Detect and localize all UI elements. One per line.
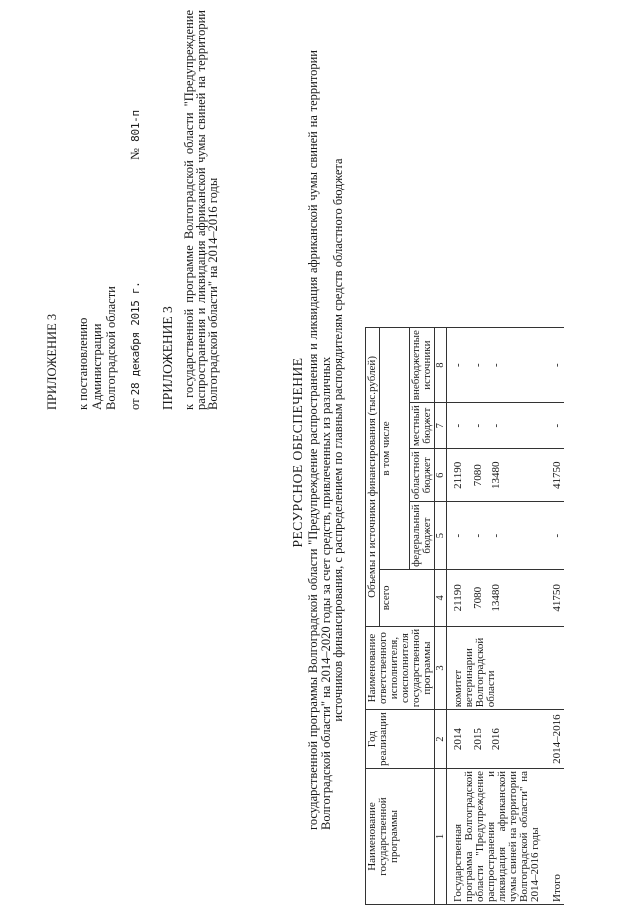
subtitle-main: государственной программы Волгоградской области "Предупреждение распространения и ликвидация африканской чумы свиней на территории Волгоградской области" на 2014–2020 годы за счет средств, привлеченных из различных	[306, 50, 333, 830]
total-row	[542, 328, 564, 905]
row-external: -	[472, 328, 490, 403]
col-number: 2	[435, 710, 447, 769]
row-regional: 21190	[447, 449, 473, 502]
total-year: 2014–2016	[542, 710, 564, 769]
resource-table	[365, 327, 564, 905]
header-external: внебюджетные источники	[410, 328, 435, 403]
program-name: Государственная программа Волгоградской области "Предупреждение распространения и ликвидация африканской чумы свиней на территории Волгоградской области" на 2014–2016 годы	[447, 769, 543, 905]
row-local: -	[447, 403, 473, 449]
col-number: 6	[435, 449, 447, 502]
decree-date: 28 декабря 2015 г.	[129, 281, 142, 396]
number-prefix: №	[128, 148, 142, 160]
decree-reference	[76, 10, 118, 410]
total-federal: -	[542, 502, 564, 570]
decree-line: к постановлению	[76, 317, 90, 410]
decree-line: Волгоградской области	[104, 286, 118, 410]
col-number: 3	[435, 626, 447, 709]
row-external: -	[447, 328, 473, 403]
row-year: 2014	[447, 710, 473, 769]
number-value: 801-п	[129, 110, 142, 142]
col-number: 7	[435, 403, 447, 449]
row-federal: -	[447, 502, 473, 570]
row-federal: -	[490, 502, 542, 570]
total-executor-empty	[542, 626, 564, 709]
table-row	[447, 328, 473, 905]
date-prefix: от	[128, 398, 142, 410]
header-funding: Объемы и источники финансирования (тыс.рублей)	[366, 328, 380, 627]
row-regional: 13480	[490, 449, 542, 502]
appendix-label: ПРИЛОЖЕНИЕ 3	[45, 313, 59, 410]
col-number: 8	[435, 328, 447, 403]
row-regional: 7080	[472, 449, 490, 502]
row-year: 2015	[472, 710, 490, 769]
header-including: в том числе	[380, 328, 410, 570]
decree-number	[128, 110, 143, 160]
header-program: Наименование государственной программы	[366, 769, 435, 905]
decree-date-line	[128, 10, 143, 410]
total-local: -	[542, 403, 564, 449]
total-label: Итого	[542, 769, 564, 905]
total-regional: 41750	[542, 449, 564, 502]
row-total: 21190	[447, 569, 473, 626]
row-year: 2016	[490, 710, 542, 769]
document-subtitle	[307, 50, 345, 830]
header-executor: Наименование ответственного исполнителя, соисполнителя государственной программы	[366, 626, 435, 709]
subtitle-last: источников финансирования, с распределением по главным распорядителям средств областного бюджета	[331, 158, 345, 722]
header-local: местный бюджет	[410, 403, 435, 449]
header-total: всего	[380, 569, 435, 626]
row-total: 13480	[490, 569, 542, 626]
row-local: -	[472, 403, 490, 449]
executor-name: комитет ветеринарии Волгоградской области	[447, 626, 543, 709]
appendix-text: к государственной программе Волгоградской области "Предупреждение распространения и ликвидация африканской чумы свиней на территории Волгоградской области" на 2014–2016 годы	[182, 10, 220, 410]
col-number: 5	[435, 502, 447, 570]
row-external: -	[490, 328, 542, 403]
total-external: -	[542, 328, 564, 403]
col-number: 4	[435, 569, 447, 626]
header-year: Год реализации	[366, 710, 435, 769]
total-total: 41750	[542, 569, 564, 626]
document-title: РЕСУРСНОЕ ОБЕСПЕЧЕНИЕ	[290, 357, 305, 548]
appendix-label-2: ПРИЛОЖЕНИЕ 3	[160, 306, 175, 410]
header-regional: областной бюджет	[410, 449, 435, 502]
row-total: 7080	[472, 569, 490, 626]
row-local: -	[490, 403, 542, 449]
decree-line: Администрации	[90, 323, 104, 410]
header-federal: федеральный бюджет	[410, 502, 435, 570]
col-number: 1	[435, 769, 447, 905]
row-federal: -	[472, 502, 490, 570]
